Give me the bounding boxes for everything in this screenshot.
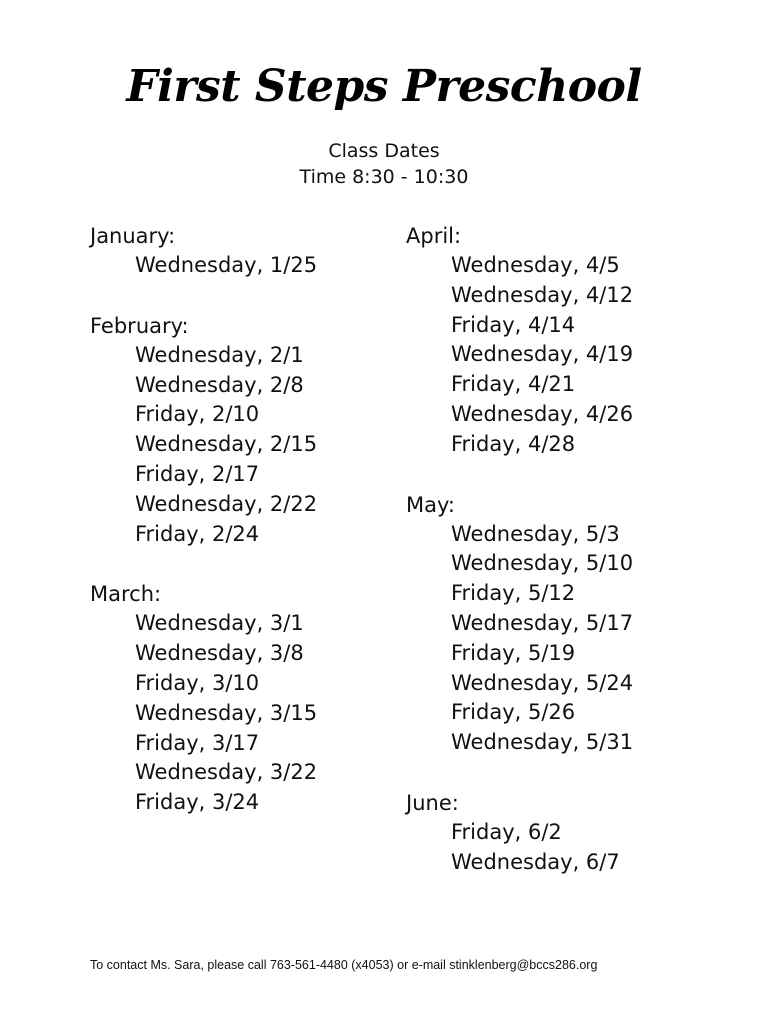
class-date: Wednesday, 5/17 (451, 610, 634, 635)
subtitle-time: Time 8:30 - 10:30 (299, 166, 469, 188)
class-date: Wednesday, 4/12 (451, 282, 634, 307)
class-date: Friday, 6/2 (451, 819, 562, 844)
month-label: February: (90, 313, 189, 338)
contact-info: To contact Ms. Sara, please call 763-561-4480 (x4053) or e-mail stinklenberg@bccs286.org (90, 958, 598, 972)
class-date: Wednesday, 1/25 (135, 253, 318, 277)
class-date: Friday, 3/24 (135, 790, 260, 815)
class-date: Wednesday, 4/5 (451, 253, 620, 277)
class-date: Wednesday, 2/15 (135, 432, 318, 457)
class-date: Friday, 4/28 (451, 431, 576, 456)
class-date: Wednesday, 3/22 (135, 760, 318, 785)
class-date: Friday, 4/14 (451, 312, 576, 337)
class-date: Wednesday, 2/22 (135, 491, 318, 516)
class-date: Wednesday, 5/31 (451, 730, 634, 755)
class-date: Wednesday, 3/15 (135, 700, 318, 725)
class-date: Friday, 3/17 (135, 730, 260, 755)
month-june (406, 788, 633, 878)
month-april (406, 221, 633, 460)
class-date: Wednesday, 5/24 (451, 670, 634, 695)
subtitle-class-dates: Class Dates (328, 140, 440, 162)
month-label: May: (406, 492, 455, 517)
class-date: Friday, 4/21 (451, 372, 576, 397)
month-label: March: (90, 582, 162, 607)
class-date: Wednesday, 5/3 (451, 521, 620, 546)
month-march (90, 579, 317, 818)
month-may (406, 490, 633, 758)
month-label: June: (406, 790, 459, 815)
class-date: Friday, 5/12 (451, 581, 576, 606)
class-date: Wednesday, 5/10 (451, 551, 634, 576)
right-column (406, 221, 633, 878)
left-column (90, 221, 317, 818)
class-date: Friday, 3/10 (135, 670, 260, 695)
month-january (90, 221, 317, 281)
class-date: Wednesday, 3/1 (135, 611, 304, 636)
class-date: Wednesday, 4/19 (451, 342, 634, 367)
class-date: Wednesday, 6/7 (451, 849, 620, 874)
class-date: Friday, 2/24 (135, 521, 260, 546)
class-date: Wednesday, 3/8 (135, 641, 304, 666)
class-date: Friday, 2/10 (135, 402, 260, 427)
class-date: Wednesday, 2/8 (135, 372, 304, 397)
month-label: April: (406, 224, 462, 248)
month-label: January: (90, 224, 176, 248)
class-date: Friday, 2/17 (135, 461, 260, 486)
class-date: Wednesday, 4/26 (451, 401, 634, 426)
class-date: Wednesday, 2/1 (135, 342, 304, 367)
page-title: First Steps Preschool (126, 61, 642, 112)
class-date: Friday, 5/26 (451, 700, 576, 725)
class-date: Friday, 5/19 (451, 640, 576, 665)
month-february (90, 311, 317, 550)
